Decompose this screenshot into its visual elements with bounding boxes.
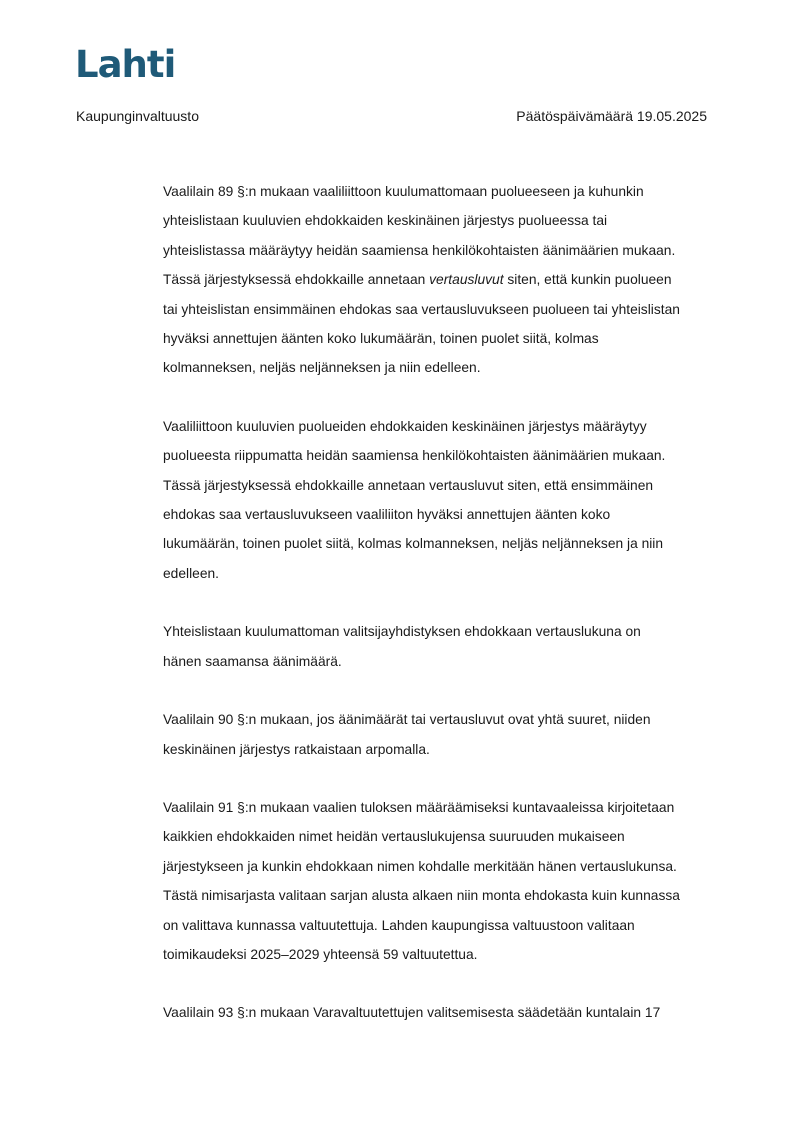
text-line: Vaalilain 89 §:n mukaan vaaliliittoon kuulumattomaan puolueeseen ja kuhunkin [163,184,644,199]
lahti-logo: Lahti [75,43,176,86]
paragraph-vaalilaki-89 [163,177,723,383]
text-line: on valittava kunnassa valtuutettuja. Lahden kaupungissa valtuustoon valitaan [163,917,635,933]
text-line: Vaalilain 93 §:n mukaan Varavaltuutettujen valitsemisesta säädetään kuntalain 17 [163,1005,661,1021]
paragraph-vaalilaki-90 [163,705,723,764]
paragraph-vaalilaki-93 [163,998,723,1027]
text-fragment: siten, että kunkin puolueen [507,272,672,288]
text-line: toimikaudeksi 2025–2029 yhteensä 59 valtuutettua. [163,946,478,962]
text-line: edelleen. [163,565,220,581]
text-line: hyväksi annettujen äänten koko lukumäärän, toinen puolet siitä, kolmas [163,331,599,347]
paragraph-vaaliliitto [163,412,723,588]
emphasized-term: vertausluvut [429,272,504,288]
document-body [163,177,723,1057]
text-line: keskinäinen järjestys ratkaistaan arpomalla. [163,741,430,757]
text-line: tai yhteislistan ensimmäinen ehdokas saa vertausluvukseen puolueen tai yhteislistan [163,301,680,317]
text-line: Tässä järjestyksessä ehdokkaille annetaan vertausluvut siten, että ensimmäinen [163,477,654,493]
text-line: Vaalilain 91 §:n mukaan vaalien tuloksen määräämiseksi kuntavaaleissa kirjoitetaan [163,799,675,815]
text-line: Vaaliliittoon kuuluvien puolueiden ehdokkaiden keskinäinen järjestys määräytyy [163,418,647,434]
text-line: Vaalilain 90 §:n mukaan, jos äänimäärät tai vertausluvut ovat yhtä suuret, niiden [163,712,651,728]
text-line: Tästä nimisarjasta valitaan sarjan alusta alkaen niin monta ehdokasta kuin kunnassa [163,888,680,904]
text-line [163,265,723,294]
text-line: kolmanneksen, neljäs neljänneksen ja niin edelleen. [163,360,481,376]
text-line: kaikkien ehdokkaiden nimet heidän vertauslukujensa suuruuden mukaiseen [163,829,625,845]
text-fragment: Tässä järjestyksessä ehdokkaille annetaan [163,272,426,288]
text-line: hänen saamansa äänimäärä. [163,653,342,669]
paragraph-valitsijayhdistys [163,617,723,676]
text-line: puolueesta riippumatta heidän saamiensa henkilökohtaisten äänimäärien mukaan. [163,448,666,464]
decision-date: Päätöspäivämäärä 19.05.2025 [516,108,707,124]
text-line: yhteislistaan kuuluvien ehdokkaiden keskinäinen järjestys puolueessa tai [163,213,608,229]
paragraph-vaalilaki-91 [163,793,723,969]
text-line: ehdokas saa vertausluvukseen vaaliliiton hyväksi annettujen äänten koko [163,507,611,523]
text-line: järjestykseen ja kunkin ehdokkaan nimen kohdalle merkitään hänen vertauslukunsa. [163,858,677,874]
text-line: lukumäärän, toinen puolet siitä, kolmas kolmanneksen, neljäs neljänneksen ja niin [163,536,664,552]
text-line: yhteislistassa määräytyy heidän saamiensa henkilökohtaisten äänimäärien mukaan. [163,242,676,258]
text-line: Yhteislistaan kuulumattoman valitsijayhdistyksen ehdokkaan vertauslukuna on [163,624,641,640]
organization-name: Kaupunginvaltuusto [76,108,199,124]
